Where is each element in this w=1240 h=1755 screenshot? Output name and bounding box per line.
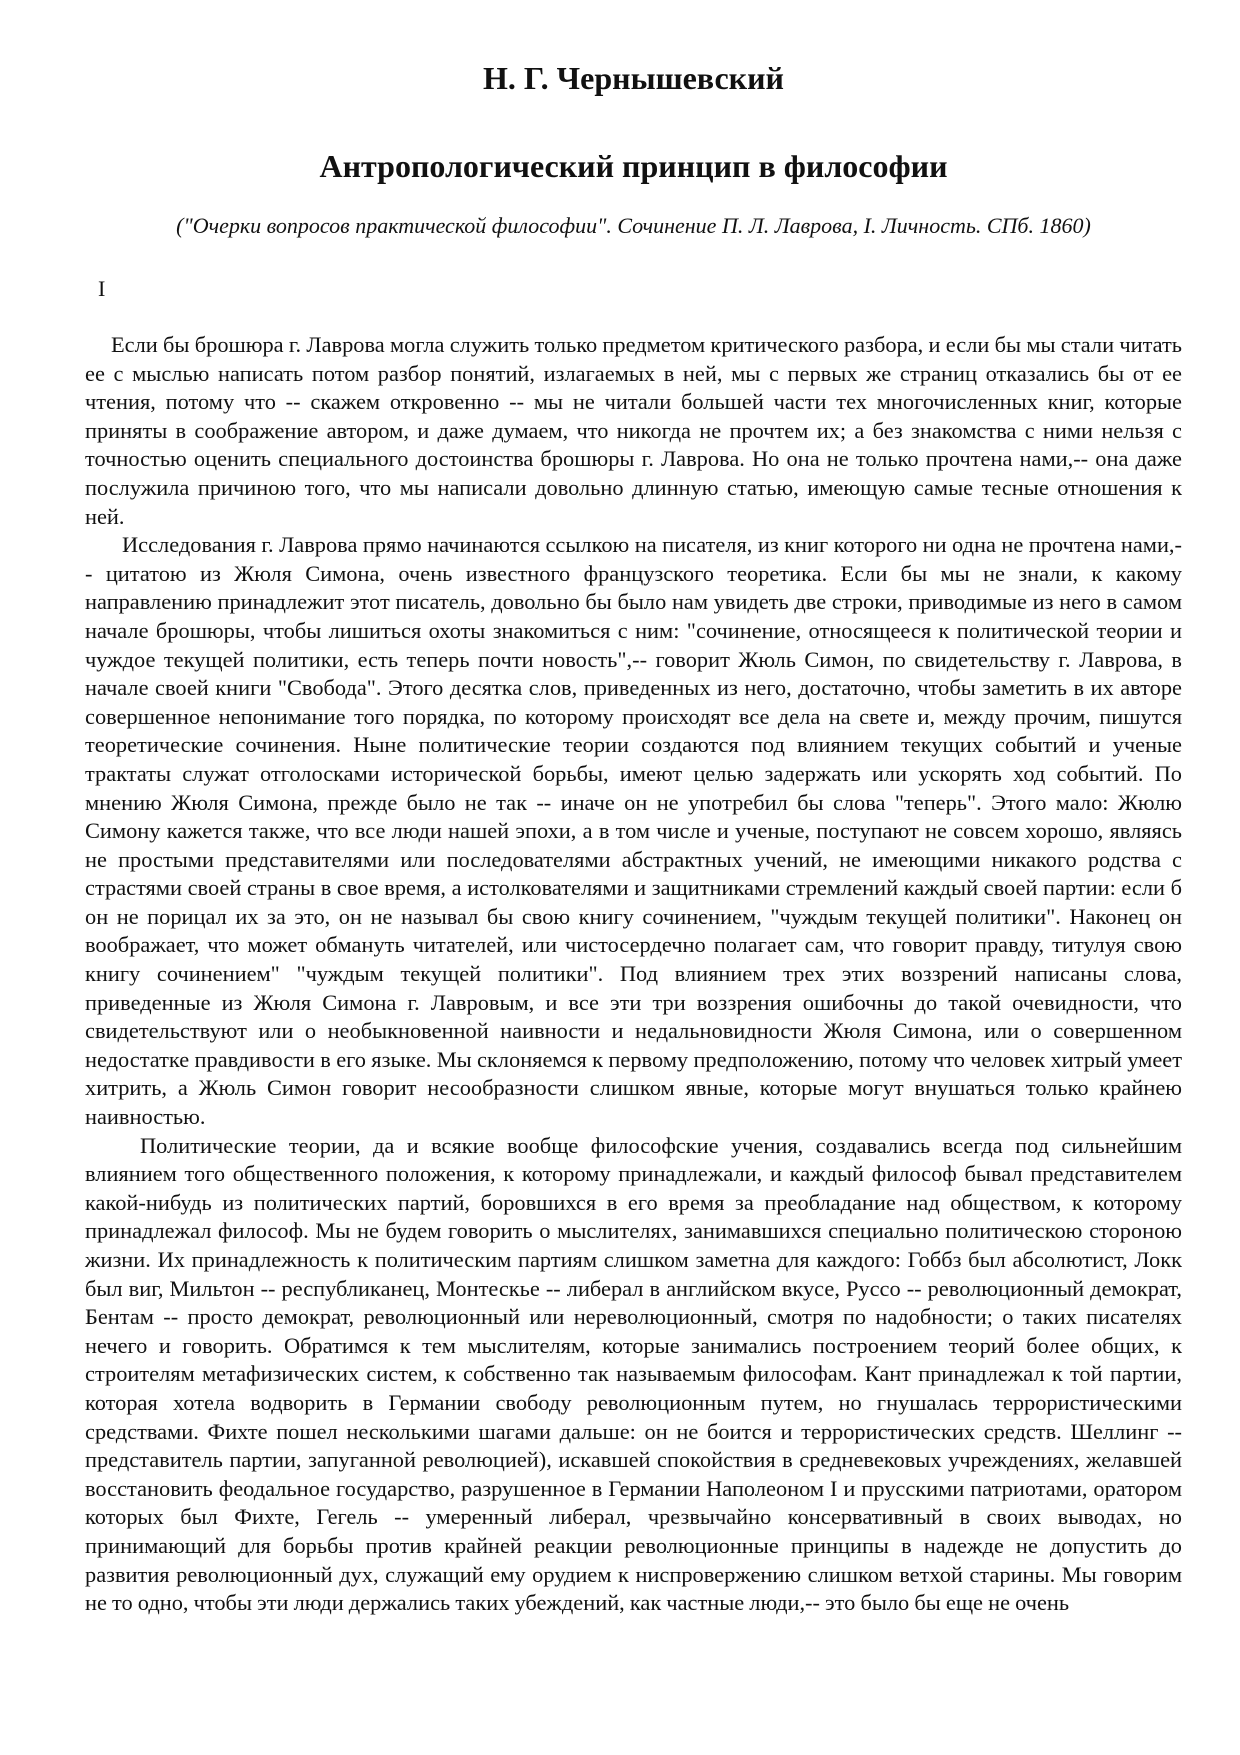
paragraph-3: Политические теории, да и всякие вообще философские учения, создавались всегда под сильнейшим влиянием того общественного положения, к которому принадлежали, и каждый философ бывал представителем какой-нибудь из политических партий, боровшихся в его время за преобладание над обществом, к которому принадлежал философ. Мы не будем говорить о мыслителях, занимавшихся специально политическою стороною жизни. Их принадлежность к политическим партиям слишком заметна для каждого: Гоббз был абсолютист, Локк был виг, Мильтон -- республиканец, Монтескье -- либерал в английском вкусе, Руссо -- революционный демократ, Бентам -- просто демократ, революционный или нереволюционный, смотря по надобности; о таких писателях нечего и говорить. Обратимся к тем мыслителям, которые занимались построением теорий более общих, к строителям метафизических систем, к собственно так называемым философам. Кант принадлежал к той партии, которая хотела водворить в Германии свободу революционным путем, но гнушалась террористическими средствами. Фихте пошел несколькими шагами дальше: он не боится и террористических средств. Шеллинг -- представитель партии, запуганной революцией), искавшей спокойствия в средневековых учреждениях, желавшей восстановить феодальное государство, разрушенное в Германии Наполеоном I и прусскими патриотами, оратором которых был Фихте, Гегель -- умеренный либерал, чрезвычайно консервативный в своих выводах, но принимающий для борьбы против крайней реакции революционные принципы в надежде не допустить до развития революционный дух, служащий ему орудием к ниспровержению слишком ветхой старины. Мы говорим не то одно, чтобы эти люди держались таких убеждений, как частные люди,-- это было бы еще не очень bbox=[85, 1132, 1182, 1616]
paragraph-2: Исследования г. Лаврова прямо начинаются ссылкою на писателя, из книг которого ни одна не прочтена нами,-- цитатою из Жюля Симона, очень известного французского теоретика. Если бы мы не знали, к какому направлению принадлежит этот писатель, довольно бы было нам увидеть две строки, приводимые из него в самом начале брошюры, чтобы лишиться охоты знакомиться с ним: "сочинение, относящееся к политической теории и чуждое текущей политики, есть теперь почти новость",-- говорит Жюль Симон, по свидетельству г. Лаврова, в начале своей книги "Свобода". Этого десятка слов, приведенных из него, достаточно, чтобы заметить в их авторе совершенное непонимание того порядка, по которому происходят все дела на свете и, между прочим, пишутся теоретические сочинения. Ныне политические теории создаются под влиянием текущих событий и ученые трактаты служат отголосками исторической борьбы, имеют целью задержать или ускорять ход событий. По мнению Жюля Симона, прежде было не так -- иначе он не употребил бы слова "теперь". Этого мало: Жюлю Симону кажется также, что все люди нашей эпохи, а в том числе и ученые, поступают не совсем хорошо, являясь не простыми представителями или последователями абстрактных учений, не имеющими никакого родства с страстями своей страны в свое время, а истолкователями и защитниками стремлений каждый своей партии: если б он не порицал их за это, он не называл бы свою книгу сочинением, "чуждым текущей политики". Наконец он воображает, что может обмануть читателей, или чистосердечно полагает сам, что говорит правду, титулуя свою книгу сочинением" "чуждым текущей политики". Под влиянием трех этих воззрений написаны слова, приведенные из Жюля Симона г. Лавровым, и все эти три воззрения ошибочны до такой очевидности, что свидетельствуют или о необыкновенной наивности и недальновидности Жюля Симона, или о совершенном недостатке правдивости в его языке. Мы склоняемся к первому предположению, потому что человек хитрый умеет хитрить, а Жюль Симон говорит несообразности слишком явные, которые могут внушаться только крайнею наивностью. bbox=[85, 532, 1182, 1130]
article-body bbox=[85, 331, 1182, 1618]
article-title: Антропологический принцип в философии bbox=[319, 148, 948, 184]
section-number: I bbox=[98, 276, 106, 301]
article-subtitle: ("Очерки вопросов практической философии". Сочинение П. Л. Лаврова, I. Личность. СПб. 1860) bbox=[176, 213, 1091, 238]
author-name: Н. Г. Чернышевский bbox=[483, 60, 784, 96]
paragraph-1: Если бы брошюра г. Лаврова могла служить только предметом критического разбора, и если бы мы стали читать ее с мыслью написать потом разбор понятий, излагаемых в ней, мы с первых же страниц отказались бы от ее чтения, потому что -- скажем откровенно -- мы не читали большей части тех многочисленных книг, которые приняты в соображение автором, и даже думаем, что никогда не прочтем их; а без знакомства с ними нельзя с точностью оценить специального достоинства брошюры г. Лаврова. Но она не только прочтена нами,-- она даже послужила причиною того, что мы написали довольно длинную статью, имеющую самые тесные отношения к ней. bbox=[85, 332, 1182, 529]
